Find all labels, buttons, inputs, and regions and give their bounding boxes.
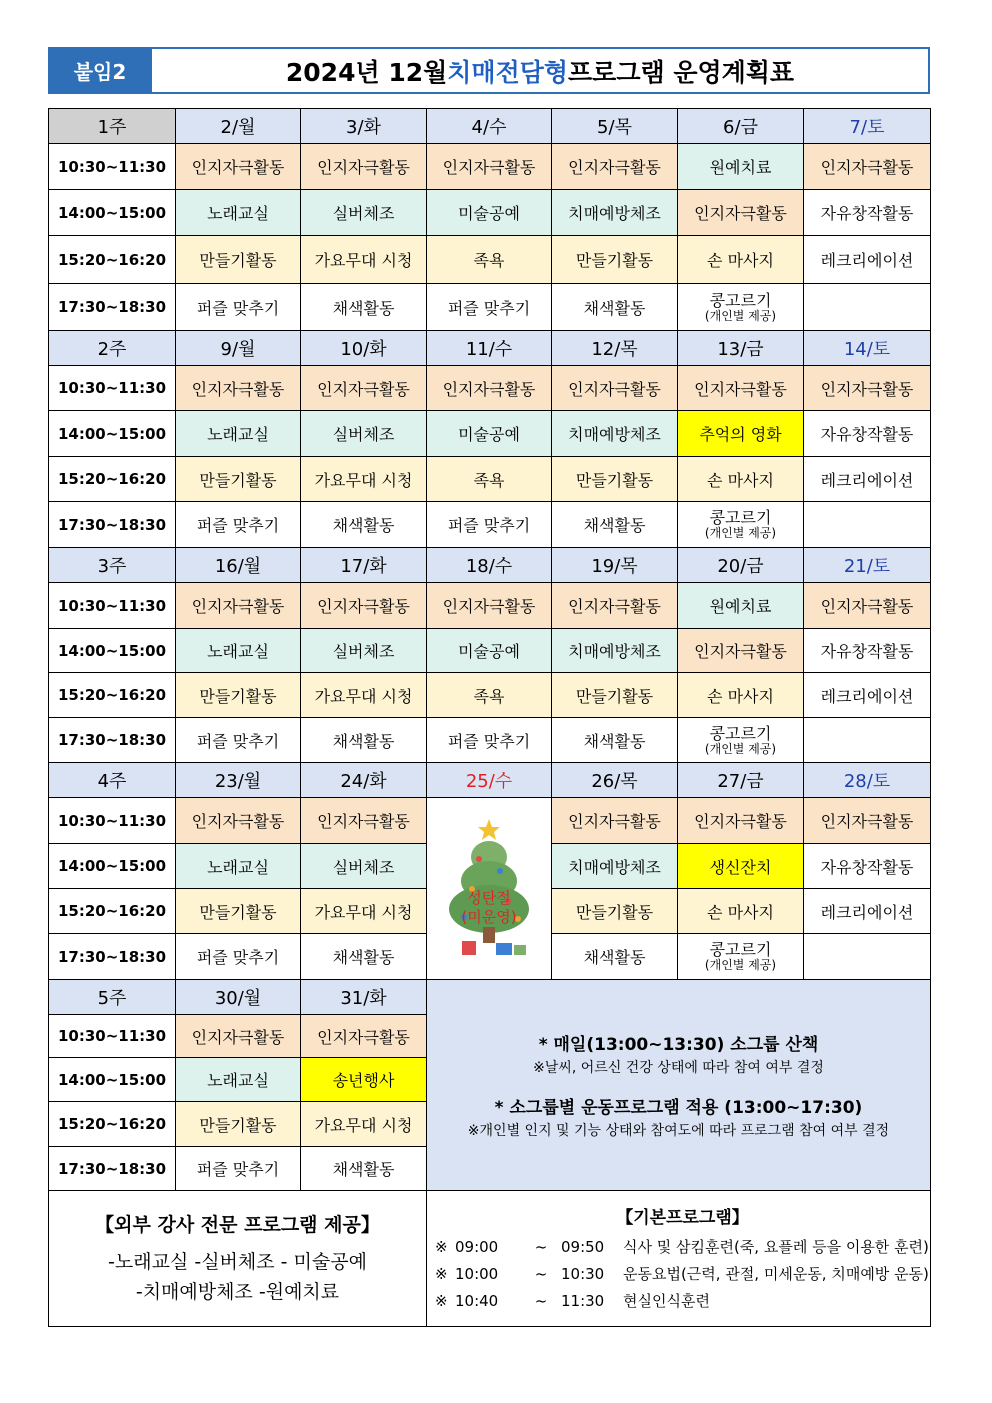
activity-cell: 원예치료	[678, 144, 804, 190]
basic-title: 【기본프로그램】	[616, 1207, 749, 1228]
activity-cell: 노래교실	[176, 844, 301, 889]
footer-row	[49, 1191, 931, 1327]
activity-cell: 만들기활동	[552, 889, 678, 934]
activity-cell: 손 마사지	[678, 457, 804, 502]
week-label: 4주	[49, 763, 176, 798]
activity-cell: 채색활동	[301, 934, 427, 980]
activity-main: 콩고르기	[709, 508, 772, 527]
week-header-row	[49, 763, 931, 798]
table-row	[49, 718, 931, 763]
activity-cell: 인지자극활동	[804, 366, 931, 411]
activity-cell: 채색활동	[301, 502, 427, 548]
activity-cell: 미술공예	[427, 190, 552, 236]
activity-cell: 채색활동	[301, 718, 427, 763]
activity-cell: 가요무대 시청	[301, 236, 427, 284]
activity-cell: 노래교실	[176, 1058, 301, 1102]
activity-cell: 인지자극활동	[301, 366, 427, 411]
table-row	[49, 284, 931, 331]
activity-cell: 치매예방체조	[552, 411, 678, 457]
activity-cell: 인지자극활동	[427, 366, 552, 411]
activity-cell: 만들기활동	[176, 236, 301, 284]
activity-cell-special: 생신잔치	[678, 844, 804, 889]
tree-star	[478, 819, 500, 840]
time-slot: 10:30~11:30	[49, 583, 176, 629]
activity-cell: 인지자극활동	[552, 798, 678, 844]
day-header: 13/금	[678, 331, 804, 366]
day-header: 26/목	[552, 763, 678, 798]
table-row	[49, 798, 931, 844]
week-header-row	[49, 109, 931, 144]
daily-walk-subnote: ※날씨, 어르신 건강 상태에 따라 참여 여부 결정	[533, 1060, 824, 1076]
activity-main: 콩고르기	[709, 723, 772, 743]
activity-cell: 채색활동	[552, 718, 678, 763]
time-slot: 15:20~16:20	[49, 889, 176, 934]
table-row	[49, 144, 931, 190]
activity-cell: 퍼즐 맞추기	[176, 284, 301, 331]
daily-walk-note: * 매일(13:00~13:30) 소그룹 산책	[538, 1035, 819, 1055]
day-header: 17/화	[301, 548, 427, 583]
table-row	[49, 457, 931, 502]
activity-cell: 인지자극활동	[804, 144, 931, 190]
activity-cell: 채색활동	[301, 284, 427, 331]
activity-cell	[678, 502, 804, 548]
activity-cell: 인지자극활동	[176, 798, 301, 844]
title-suffix: 프로그램 운영계획표	[568, 57, 795, 87]
activity-cell: 가요무대 시청	[301, 673, 427, 718]
time-slot: 10:30~11:30	[49, 144, 176, 190]
activity-cell: 레크리에이션	[804, 457, 931, 502]
activity-cell: 인지자극활동	[176, 1015, 301, 1058]
activity-cell: 실버체조	[301, 629, 427, 673]
day-header: 5/목	[552, 109, 678, 144]
time-slot: 17:30~18:30	[49, 718, 176, 763]
day-header: 27/금	[678, 763, 804, 798]
activity-cell: 퍼즐 맞추기	[176, 502, 301, 548]
empty-cell	[804, 718, 931, 763]
activity-cell: 자유창작활동	[804, 629, 931, 673]
activity-cell: 원예치료	[678, 583, 804, 629]
attachment-badge: 붙임2	[50, 49, 150, 92]
activity-cell: 노래교실	[176, 411, 301, 457]
activity-cell: 실버체조	[301, 190, 427, 236]
day-header: 30/월	[176, 980, 301, 1015]
activity-cell: 치매예방체조	[552, 190, 678, 236]
activity-cell: 채색활동	[552, 502, 678, 548]
activity-cell: 퍼즐 맞추기	[176, 934, 301, 980]
activity-cell: 인지자극활동	[678, 190, 804, 236]
christmas-tree-icon	[434, 809, 544, 969]
day-header-saturday: 21/토	[804, 548, 931, 583]
activity-cell: 만들기활동	[176, 1102, 301, 1147]
time-slot: 17:30~18:30	[49, 502, 176, 548]
gift-box	[514, 945, 526, 955]
table-row	[49, 366, 931, 411]
time-slot: 14:00~15:00	[49, 411, 176, 457]
activity-cell: 인지자극활동	[804, 583, 931, 629]
activity-cell: 퍼즐 맞추기	[427, 284, 552, 331]
week-label: 1주	[49, 109, 176, 144]
schedule-table	[48, 108, 931, 1327]
time-slot: 14:00~15:00	[49, 629, 176, 673]
activity-cell: 만들기활동	[552, 457, 678, 502]
gift-box	[462, 941, 476, 955]
table-row	[49, 502, 931, 548]
external-line: -치매예방체조 -원예치료	[135, 1281, 340, 1303]
activity-cell: 인지자극활동	[301, 1015, 427, 1058]
activity-cell: 자유창작활동	[804, 844, 931, 889]
week-label: 5주	[49, 980, 176, 1015]
activity-cell: 만들기활동	[552, 673, 678, 718]
document-header	[48, 47, 930, 94]
activity-cell: 손 마사지	[678, 236, 804, 284]
table-row	[49, 190, 931, 236]
table-row	[49, 673, 931, 718]
activity-cell: 만들기활동	[176, 889, 301, 934]
page-title	[150, 49, 928, 92]
activity-cell: 실버체조	[301, 844, 427, 889]
day-header: 10/화	[301, 331, 427, 366]
activity-cell: 채색활동	[552, 934, 678, 980]
basic-programs-panel	[427, 1191, 931, 1327]
day-header: 23/월	[176, 763, 301, 798]
time-slot: 10:30~11:30	[49, 798, 176, 844]
activity-cell: 인지자극활동	[176, 144, 301, 190]
activity-cell: 인지자극활동	[552, 583, 678, 629]
group-exercise-subnote: ※개인별 인지 및 기능 상태와 참여도에 따라 프로그램 참여 여부 결정	[467, 1123, 890, 1139]
activity-cell: 손 마사지	[678, 673, 804, 718]
activity-cell: 치매예방체조	[552, 844, 678, 889]
day-header: 20/금	[678, 548, 804, 583]
day-header: 4/수	[427, 109, 552, 144]
time-slot: 14:00~15:00	[49, 1058, 176, 1102]
activity-cell: 미술공예	[427, 411, 552, 457]
activity-note: (개인별 제공)	[704, 308, 777, 323]
activity-cell: 레크리에이션	[804, 889, 931, 934]
day-header-holiday: 25/수	[427, 763, 552, 798]
activity-note: (개인별 제공)	[704, 741, 777, 756]
day-header: 2/월	[176, 109, 301, 144]
activity-cell: 노래교실	[176, 190, 301, 236]
week-label: 2주	[49, 331, 176, 366]
activity-cell: 인지자극활동	[678, 629, 804, 673]
day-header-saturday: 28/토	[804, 763, 931, 798]
empty-cell	[804, 284, 931, 331]
activity-cell: 자유창작활동	[804, 190, 931, 236]
time-slot: 14:00~15:00	[49, 190, 176, 236]
time-slot: 17:30~18:30	[49, 284, 176, 331]
activity-cell: 채색활동	[552, 284, 678, 331]
time-slot: 15:20~16:20	[49, 1102, 176, 1147]
day-header-saturday: 7/토	[804, 109, 931, 144]
activity-cell: 족욕	[427, 673, 552, 718]
table-row	[49, 236, 931, 284]
week-label: 3주	[49, 548, 176, 583]
activity-cell: 가요무대 시청	[301, 889, 427, 934]
day-header: 3/화	[301, 109, 427, 144]
holiday-closed-label: (미운영)	[461, 907, 517, 926]
activity-note: (개인별 제공)	[704, 958, 777, 972]
day-header: 24/화	[301, 763, 427, 798]
activity-cell: 퍼즐 맞추기	[427, 502, 552, 548]
activity-cell: 미술공예	[427, 629, 552, 673]
time-slot: 10:30~11:30	[49, 366, 176, 411]
activity-cell: 족욕	[427, 236, 552, 284]
activity-cell	[678, 718, 804, 763]
activity-cell: 인지자극활동	[678, 366, 804, 411]
activity-cell: 퍼즐 맞추기	[427, 718, 552, 763]
day-header: 12/목	[552, 331, 678, 366]
day-header: 11/수	[427, 331, 552, 366]
list-item: ※ 09:00 ~ 09:50 식사 및 삼킴훈련(죽, 요플레 등을 이용한 훈련)	[435, 1237, 929, 1256]
time-slot: 14:00~15:00	[49, 844, 176, 889]
day-header: 6/금	[678, 109, 804, 144]
day-header: 16/월	[176, 548, 301, 583]
time-slot: 15:20~16:20	[49, 457, 176, 502]
day-header: 9/월	[176, 331, 301, 366]
activity-cell: 만들기활동	[176, 673, 301, 718]
day-header: 18/수	[427, 548, 552, 583]
day-header: 19/목	[552, 548, 678, 583]
time-slot: 15:20~16:20	[49, 236, 176, 284]
activity-cell: 치매예방체조	[552, 629, 678, 673]
title-prefix: 2024년 12월	[285, 57, 448, 87]
activity-cell: 족욕	[427, 457, 552, 502]
gift-box	[496, 943, 512, 955]
external-programs-panel	[49, 1191, 427, 1327]
activity-cell-special: 송년행사	[301, 1058, 427, 1102]
week-header-row	[49, 548, 931, 583]
activity-main: 콩고르기	[709, 940, 772, 959]
activity-cell: 노래교실	[176, 629, 301, 673]
activity-cell-special: 추억의 영화	[678, 411, 804, 457]
activity-cell: 인지자극활동	[427, 144, 552, 190]
activity-cell: 인지자극활동	[176, 583, 301, 629]
activity-cell: 인지자극활동	[301, 583, 427, 629]
group-exercise-note: * 소그룹별 운동프로그램 적용 (13:00~17:30)	[494, 1098, 863, 1118]
week-header-row	[49, 980, 931, 1015]
activity-cell: 인지자극활동	[301, 144, 427, 190]
activity-cell: 자유창작활동	[804, 411, 931, 457]
activity-cell: 인지자극활동	[678, 798, 804, 844]
day-header: 31/화	[301, 980, 427, 1015]
activity-cell: 인지자극활동	[301, 798, 427, 844]
activity-cell: 인지자극활동	[552, 144, 678, 190]
activity-cell: 레크리에이션	[804, 673, 931, 718]
activity-main: 콩고르기	[709, 290, 772, 310]
activity-cell: 실버체조	[301, 411, 427, 457]
external-title: 【외부 강사 전문 프로그램 제공】	[95, 1214, 380, 1236]
table-row	[49, 583, 931, 629]
activity-note: (개인별 제공)	[704, 526, 777, 540]
external-line: -노래교실 -실버체조 - 미술공예	[108, 1251, 367, 1273]
activity-cell: 인지자극활동	[176, 366, 301, 411]
activity-cell: 만들기활동	[552, 236, 678, 284]
christmas-holiday-cell	[427, 798, 552, 980]
day-header-saturday: 14/토	[804, 331, 931, 366]
tree-trunk	[483, 927, 495, 943]
activity-cell: 인지자극활동	[552, 366, 678, 411]
table-row	[49, 411, 931, 457]
title-highlight: 치매전담형	[447, 57, 569, 87]
table-row	[49, 629, 931, 673]
activity-cell: 가요무대 시청	[301, 457, 427, 502]
time-slot: 17:30~18:30	[49, 1147, 176, 1191]
ornament	[476, 856, 482, 862]
empty-cell	[804, 502, 931, 548]
list-item: ※ 10:00 ~ 10:30 운동요법(근력, 관절, 미세운동, 치매예방 운동)	[435, 1264, 929, 1283]
notes-panel	[427, 980, 931, 1191]
activity-cell: 퍼즐 맞추기	[176, 718, 301, 763]
activity-cell: 퍼즐 맞추기	[176, 1147, 301, 1191]
holiday-label: 성탄절	[467, 888, 511, 907]
time-slot: 17:30~18:30	[49, 934, 176, 980]
activity-cell: 가요무대 시청	[301, 1102, 427, 1147]
activity-cell: 만들기활동	[176, 457, 301, 502]
activity-cell: 채색활동	[301, 1147, 427, 1191]
ornament	[497, 868, 503, 874]
list-item: ※ 10:40 ~ 11:30 현실인식훈련	[435, 1291, 710, 1310]
time-slot: 10:30~11:30	[49, 1015, 176, 1058]
activity-cell: 레크리에이션	[804, 236, 931, 284]
activity-cell	[678, 284, 804, 331]
activity-cell: 인지자극활동	[804, 798, 931, 844]
activity-cell: 손 마사지	[678, 889, 804, 934]
empty-cell	[804, 934, 931, 980]
week-header-row	[49, 331, 931, 366]
activity-cell: 인지자극활동	[427, 583, 552, 629]
activity-cell	[678, 934, 804, 980]
time-slot: 15:20~16:20	[49, 673, 176, 718]
